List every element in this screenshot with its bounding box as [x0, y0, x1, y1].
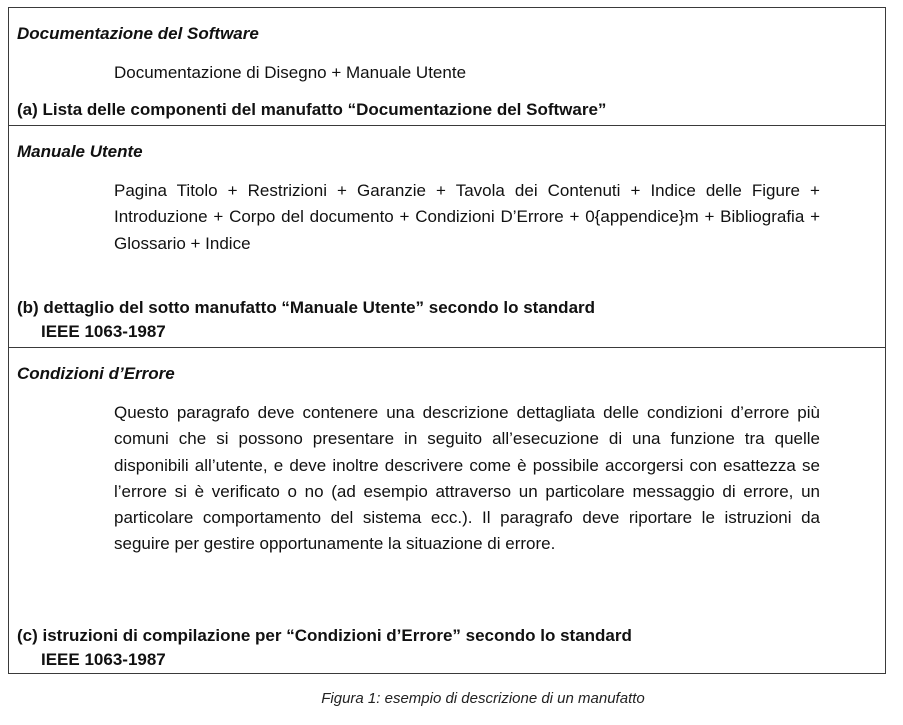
caption-line-1: (c) istruzioni di compilazione per “Condizioni d’Errore” secondo lo standard — [17, 626, 632, 645]
section-title: Documentazione del Software — [17, 24, 259, 43]
section-caption — [17, 624, 632, 672]
caption-line-2: IEEE 1063-1987 — [41, 322, 166, 341]
section-caption — [17, 98, 606, 122]
caption-line-2: IEEE 1063-1987 — [41, 650, 166, 669]
caption-line-1: (b) dettaglio del sotto manufatto “Manuale Utente” secondo lo standard — [17, 298, 596, 317]
figure-caption: Figura 1: esempio di descrizione di un manufatto — [321, 690, 645, 707]
section-caption — [17, 296, 595, 344]
table-row — [9, 8, 885, 126]
section-content: Pagina Titolo + Restrizioni + Garanzie + Tavola dei Contenuti + Indice delle Figure + Introduzione + Corpo del documento + Condizioni D’Errore + 0{appendice}m + Bibliografia + Glossario + Indice — [114, 181, 820, 253]
section-title: Manuale Utente — [17, 142, 143, 161]
section-content: Questo paragrafo deve contenere una descrizione dettagliata delle condizioni d’errore più comuni che si possono presentare in seguito all’esecuzione di una funzione tra quelle disponibili all’utente, e deve inoltre descrivere come è possibile accorgersi con esattezza se l’errore si è verificato o no (ad esempio attraverso un particolare messaggio di errore, un particolare comportamento del sistema ecc.). Il paragrafo deve riportare le istruzioni da seguire per gestire opportunamente la situazione di errore. — [114, 403, 820, 554]
section-title: Condizioni d’Errore — [17, 364, 175, 383]
table-row — [9, 126, 885, 348]
artifact-description-table — [8, 7, 886, 674]
section-content: Documentazione di Disegno + Manuale Utente — [114, 63, 467, 82]
caption-line-1: (a) Lista delle componenti del manufatto “Documentazione del Software” — [17, 100, 607, 119]
table-row — [9, 348, 885, 675]
